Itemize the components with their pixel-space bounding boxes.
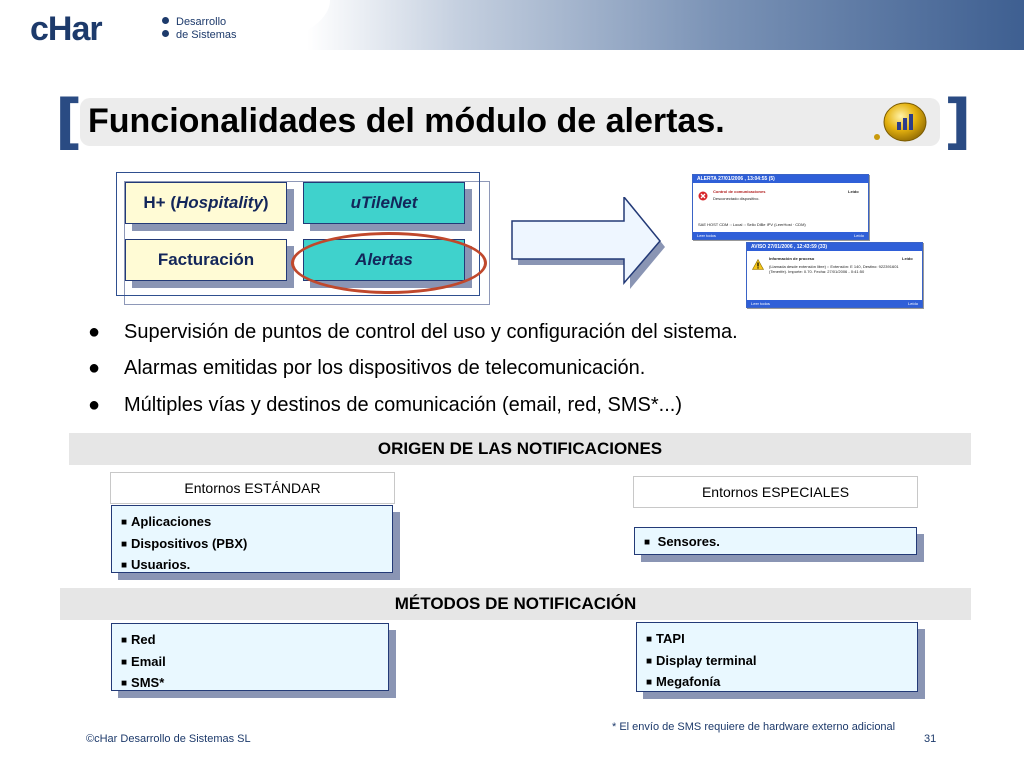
- square-bullet-icon: ■: [121, 560, 128, 571]
- bullet-dot-icon: ●: [88, 357, 101, 379]
- alert-window-error-line-2: SAE HOST CDM :: Local :: Sello DiBe IPV (LeerHost · CDM): [698, 222, 806, 227]
- alert-window-error-read-button[interactable]: Leído: [853, 233, 864, 238]
- bullet-dot-icon: ●: [88, 394, 101, 416]
- bullet-dot-icon: ●: [88, 321, 101, 343]
- square-bullet-icon: ■: [646, 655, 653, 667]
- list-item: [121, 652, 388, 674]
- slide-title: Funcionalidades del módulo de alertas.: [88, 102, 725, 140]
- module-facturacion: Facturación: [125, 239, 287, 281]
- bullet-item: [88, 320, 738, 344]
- square-bullet-icon: ■: [121, 678, 128, 689]
- alert-window-warning-line-1: (Llamada desde extensión libre) :: Extensión: E 140, Destino: 922391601: [769, 264, 899, 269]
- page-number: 31: [924, 733, 937, 745]
- copyright: ©cHar Desarrollo de Sistemas SL: [86, 733, 251, 745]
- logo-subtitle-line-2: de Sistemas: [176, 29, 237, 41]
- list-item-text: SMS*: [131, 675, 165, 690]
- list-item: [121, 630, 388, 652]
- module-hospitality-suffix: ): [262, 193, 269, 212]
- list-item-text: Aplicaciones: [131, 514, 212, 529]
- alert-window-warning-title: AVISO 27/01/2006 , 12:43:59 (33): [747, 243, 922, 251]
- square-bullet-icon: ■: [121, 517, 128, 528]
- bullet-item: [88, 356, 645, 380]
- warning-icon: [752, 259, 764, 270]
- list-item-text: Email: [131, 653, 166, 669]
- list-item: [121, 534, 392, 556]
- alert-window-error-heading: Control de comunicaciones: [713, 189, 766, 194]
- bullet-text: Múltiples vías y destinos de comunicación (email, red, SMS*...): [124, 394, 682, 416]
- logo-subtitle-line-1: Desarrollo: [176, 16, 227, 28]
- list-item-text: Usuarios.: [131, 557, 191, 572]
- list-item-text: Megafonía: [656, 674, 721, 689]
- list-item: [121, 673, 388, 695]
- bullet-text: Alarmas emitidas por los dispositivos de telecomunicación.: [124, 357, 646, 379]
- estandar-list: [111, 505, 393, 573]
- alert-window-warning-footer: [747, 300, 922, 307]
- arrow-right-icon: [500, 197, 668, 291]
- module-hospitality: [125, 182, 287, 224]
- entornos-especiales-tag: Entornos ESPECIALES: [633, 476, 918, 508]
- square-bullet-icon: ■: [646, 677, 653, 688]
- logo-dots-icon: [162, 17, 169, 43]
- alert-window-warning-read-button[interactable]: Leído: [907, 301, 918, 306]
- alert-window-error-title: ALERTA 27/01/2006 , 13:04:55 (5): [693, 175, 868, 183]
- alertas-highlight-ring: [291, 232, 487, 294]
- logo-subtitle: [176, 16, 237, 42]
- alert-window-error-line-1: Desconectado dispositivo.: [713, 196, 760, 201]
- list-item-text: Display terminal: [656, 652, 757, 668]
- metodos-right-list: [636, 622, 918, 692]
- alert-window-warning-heading: Información de proceso: [769, 256, 815, 261]
- module-hospitality-name: Hospitality: [176, 193, 263, 212]
- list-item: [646, 651, 917, 673]
- module-alertas: Alertas: [303, 239, 465, 281]
- list-item: [646, 629, 917, 651]
- bullet-text: Supervisión de puntos de control del uso y configuración del sistema.: [124, 321, 738, 343]
- especiales-list: [634, 527, 917, 555]
- square-bullet-icon: ■: [121, 538, 128, 550]
- list-item-text: Dispositivos (PBX): [131, 535, 248, 551]
- alert-window-error-read-all[interactable]: Leer todos: [697, 233, 716, 238]
- list-item-text: TAPI: [656, 631, 685, 646]
- list-item: [121, 512, 392, 534]
- company-logo: cHar: [30, 10, 102, 48]
- alert-window-error: [692, 174, 869, 240]
- alert-window-warning: [746, 242, 923, 308]
- chart-bars-icon: [872, 101, 928, 143]
- alert-window-warning-line-2: (Tenerife). Importe: 0.70. Fecha: 27/01/2006 - 0:41:50: [769, 269, 865, 274]
- entornos-estandar-tag: Entornos ESTÁNDAR: [110, 472, 395, 504]
- origen-heading: ORIGEN DE LAS NOTIFICACIONES: [69, 433, 971, 465]
- title-bracket-right: ]: [944, 87, 972, 157]
- square-bullet-icon: ■: [646, 634, 653, 645]
- alert-window-error-read: Leído: [848, 189, 859, 194]
- list-item-text: Red: [131, 632, 156, 647]
- list-item: [121, 555, 392, 577]
- sms-footnote: * El envío de SMS requiere de hardware externo adicional: [612, 721, 896, 733]
- module-utilenet: uTileNet: [303, 182, 465, 224]
- title-bracket-left: [: [55, 87, 83, 157]
- square-bullet-icon: ■: [121, 635, 128, 646]
- bullet-item: [88, 393, 682, 417]
- module-hospitality-prefix: H+ (: [143, 193, 176, 212]
- alert-window-warning-read-all[interactable]: Leer todos: [751, 301, 770, 306]
- list-item: [644, 532, 916, 554]
- error-icon: [698, 191, 708, 201]
- alert-window-error-footer: [693, 232, 868, 239]
- alert-window-warning-read: Leído: [902, 256, 913, 261]
- square-bullet-icon: ■: [121, 656, 128, 668]
- metodos-left-list: [111, 623, 389, 691]
- square-bullet-icon: ■: [644, 537, 651, 548]
- list-item: [646, 672, 917, 694]
- list-item-text: Sensores.: [654, 534, 720, 549]
- metodos-heading: MÉTODOS DE NOTIFICACIÓN: [60, 588, 971, 620]
